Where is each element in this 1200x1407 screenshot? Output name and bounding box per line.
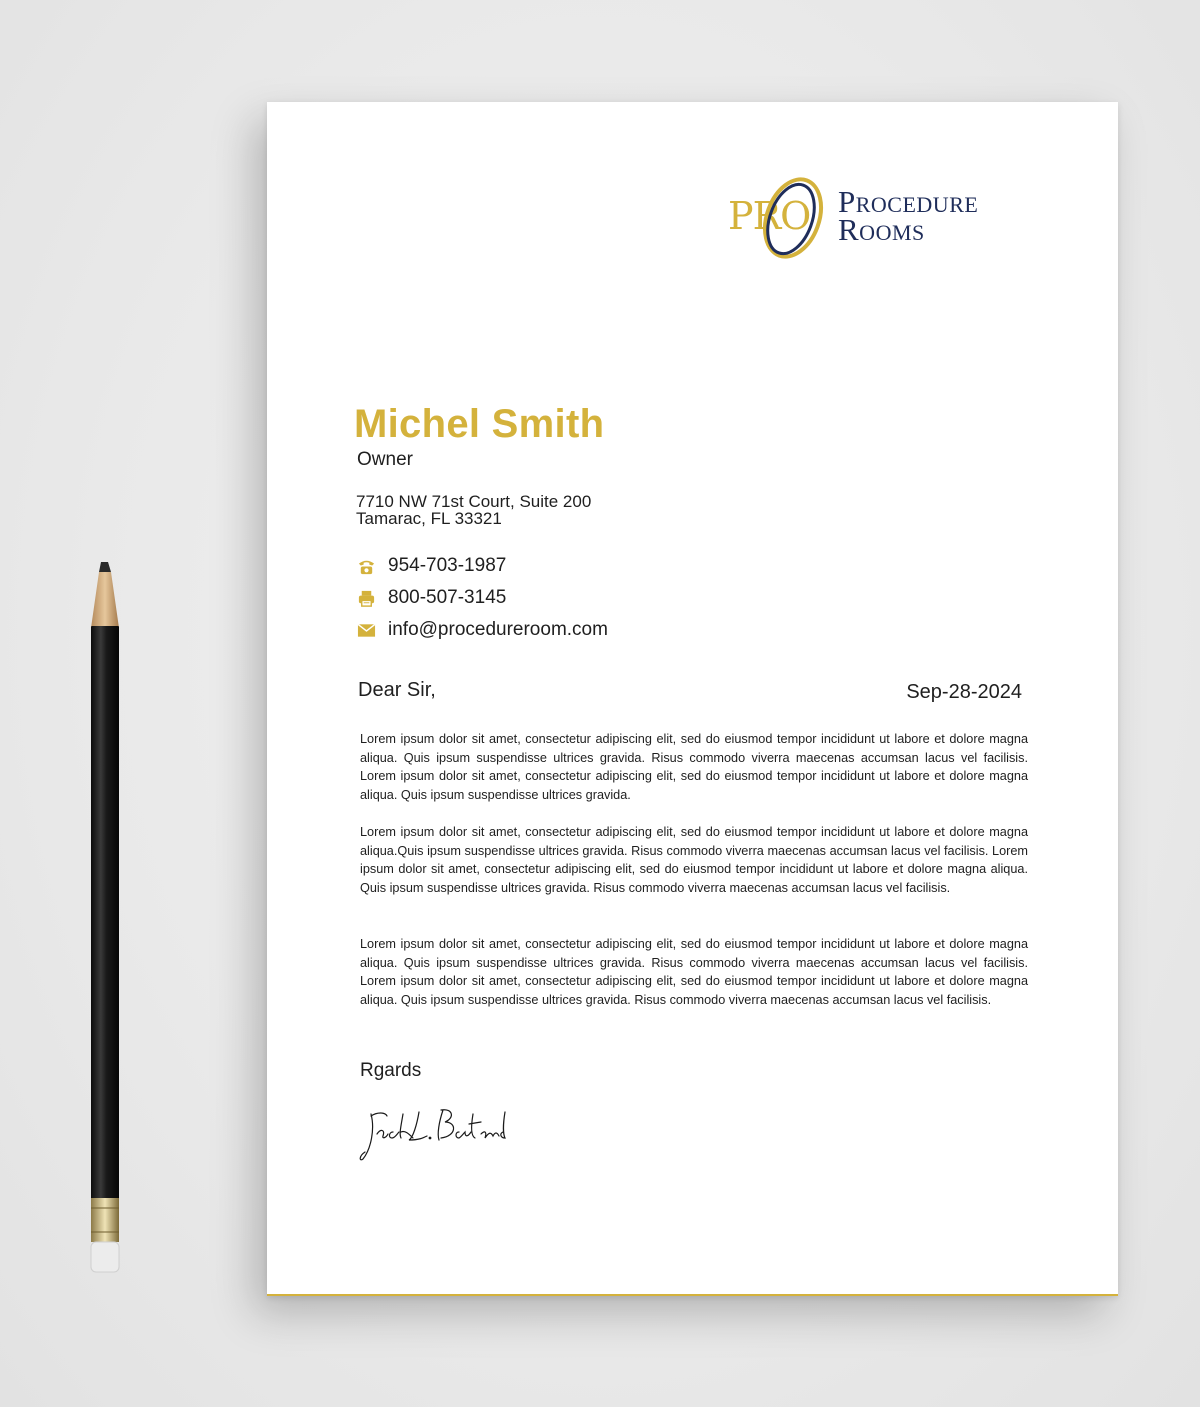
logo-mark: PRO — [728, 194, 811, 238]
pencil-prop — [88, 560, 122, 1280]
fax-icon — [356, 588, 376, 608]
logo-ring-icon — [760, 172, 830, 267]
body-paragraph-1: Lorem ipsum dolor sit amet, consectetur adipiscing elit, sed do eiusmod tempor incididunt ut labore et dolore magna aliqua. Quis ipsum suspendisse ultrices gravida. Risus commodo viverra maecenas accumsan lacus vel facilisis. Lorem ipsum dolor sit amet, consectetur adipiscing elit, sed do eiusmod tempor incididunt ut labore et dolore magna aliqua. Quis ipsum suspendisse ultrices gravida. — [360, 732, 1028, 803]
address-line-1: 7710 NW 71st Court, Suite 200 — [356, 492, 592, 511]
sender-title: Owner — [357, 449, 413, 470]
company-logo — [726, 172, 1046, 267]
contact-fax — [356, 587, 506, 609]
contact-phone — [356, 555, 506, 577]
handwritten-signature — [357, 1104, 517, 1164]
body-paragraph-3: Lorem ipsum dolor sit amet, consectetur adipiscing elit, sed do eiusmod tempor incididunt ut labore et dolore magna aliqua. Quis ipsum suspendisse ultrices gravida. Risus commodo viverra maecenas accumsan lacus vel facilisis. Lorem ipsum dolor sit amet, consectetur adipiscing elit, sed do eiusmod tempor incididunt ut labore et dolore magna aliqua. Quis ipsum suspendisse ultrices gravida. Risus commodo viverra maecenas accumsan lacus vel facilisis. — [360, 937, 1028, 1008]
sender-address — [356, 493, 591, 527]
address-line-2: Tamarac, FL 33321 — [356, 509, 502, 528]
logo-line-1: Procedure — [838, 184, 979, 219]
logo-line-2: Rooms — [838, 212, 925, 247]
letterhead-sheet — [267, 102, 1118, 1296]
mail-icon — [356, 620, 376, 640]
sender-name: Michel Smith — [354, 402, 605, 446]
fax-number[interactable]: 800-507-3145 — [388, 587, 507, 608]
email-address[interactable]: info@procedureroom.com — [388, 619, 608, 640]
letter-date: Sep-28-2024 — [906, 681, 1022, 703]
greeting: Dear Sir, — [358, 679, 436, 701]
closing: Rgards — [360, 1060, 422, 1081]
logo-wordmark — [838, 184, 979, 247]
phone-icon — [356, 556, 376, 576]
phone-number[interactable]: 954-703-1987 — [388, 555, 507, 576]
contact-email — [356, 619, 608, 641]
body-paragraph-2: Lorem ipsum dolor sit amet, consectetur adipiscing elit, sed do eiusmod tempor incididunt ut labore et dolore magna aliqua.Quis ipsum suspendisse ultrices gravida. Risus commodo viverra maecenas accumsan lacus vel facilisis. Lorem ipsum dolor sit amet, consectetur adipiscing elit, sed do eiusmod tempor incididunt ut labore et dolore magna aliqua. Quis ipsum suspendisse ultrices gravida. Risus commodo viverra maecenas accumsan lacus vel facilisis. — [360, 825, 1028, 896]
